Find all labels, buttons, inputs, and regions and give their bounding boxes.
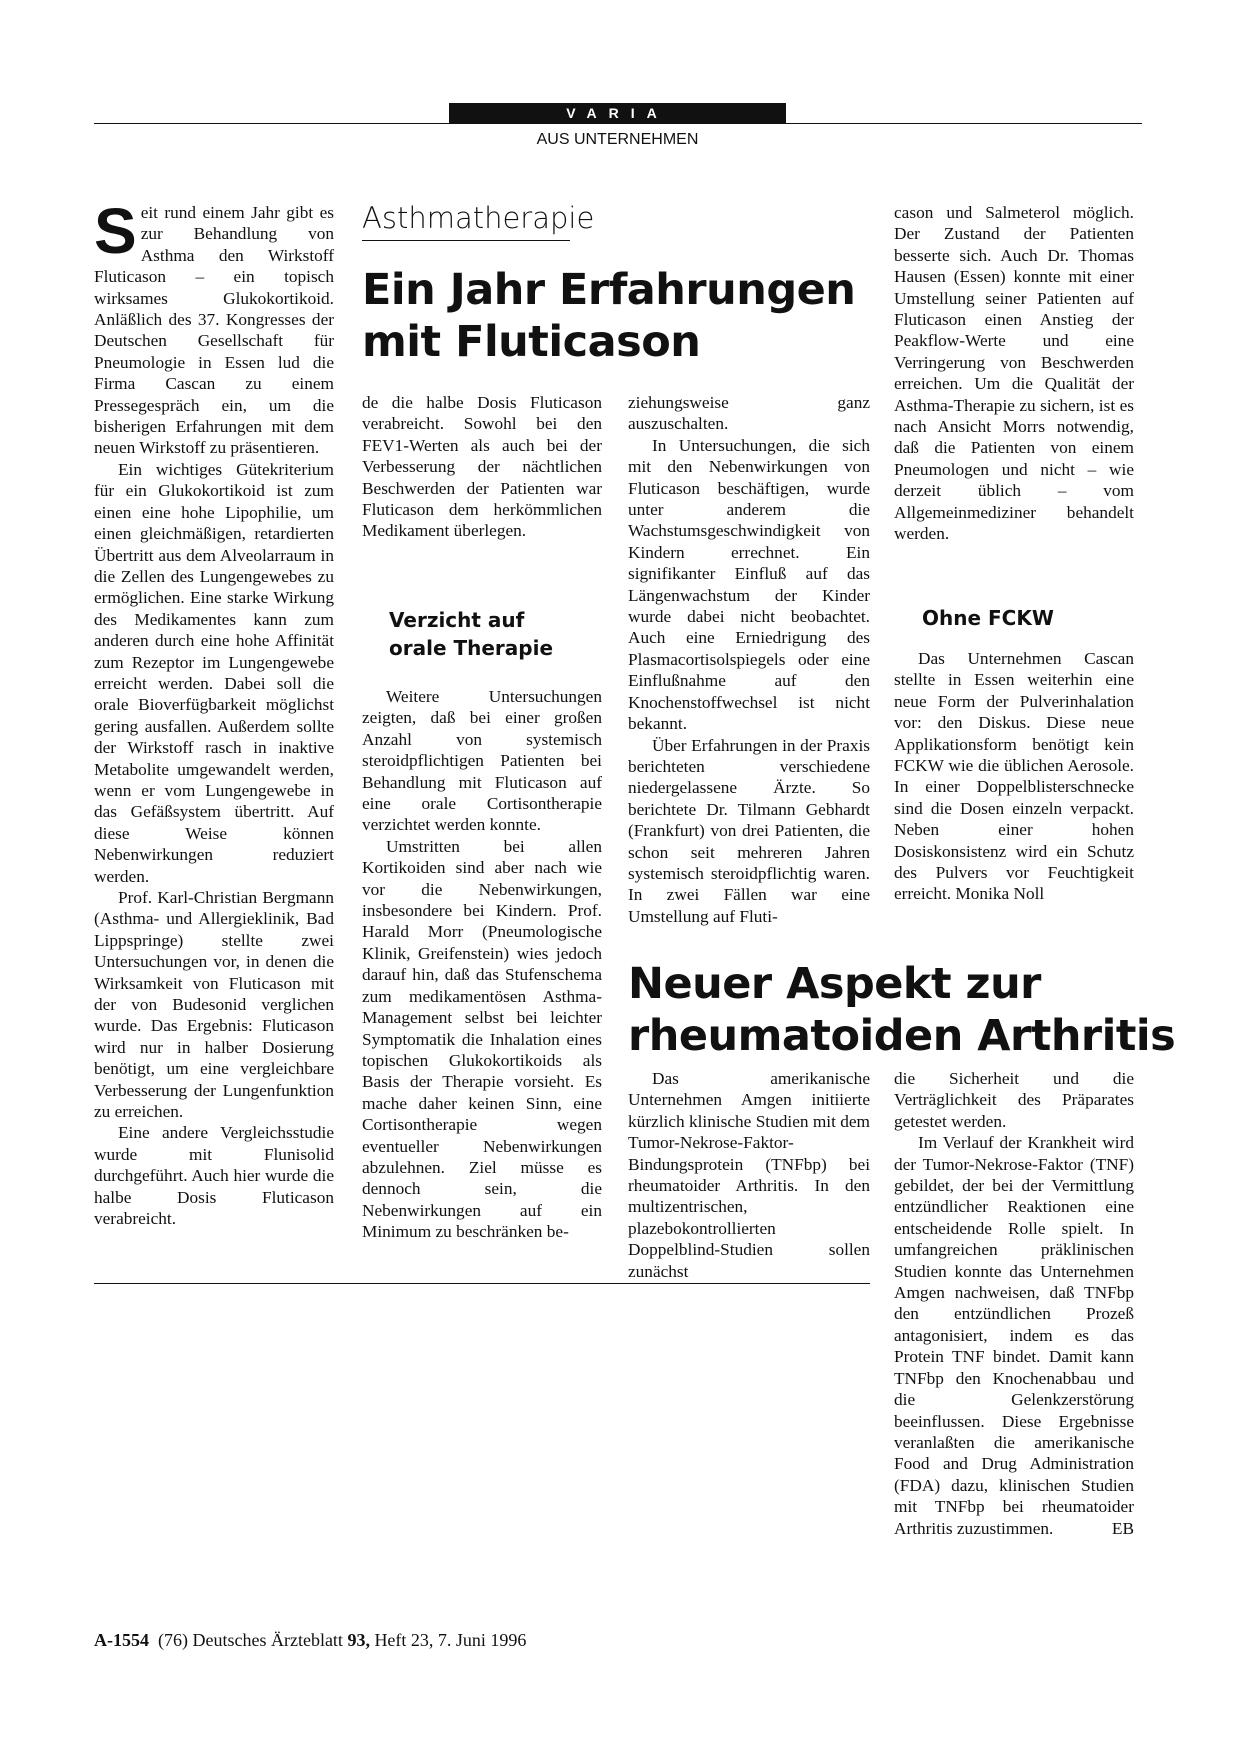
headline-line-1: Neuer Aspekt zur	[628, 959, 1041, 1009]
article1-column-2b	[362, 686, 602, 1243]
paragraph: ziehungsweise ganz auszuschalten.	[628, 393, 870, 434]
footer-issue: Heft 23, 7. Juni 1996	[374, 1630, 527, 1650]
paragraph: Ein wichtiges Gütekriterium für ein Glukokortikoid ist zum einen eine hohe Lipophilie, um einen gleichmäßigen, retardierten Übertritt aus dem Alveolarraum in die Zellen des Lungengewebes zu ermöglichen. Eine starke Wirkung des Medikamentes kann zum anderen durch eine hohe Affinität zum Rezeptor im Lungengewebe erreicht werden. Dabei soll die orale Bioverfügbarkeit möglichst gering ausfallen. Außerdem sollte der Wirkstoff rasch in inaktive Metabolite umgewandelt werden, wenn er vom Lungengewebe in das Gefäßsystem übertritt. Auf diese Weise können Nebenwirkungen reduziert werden.	[94, 459, 334, 886]
article1-column-2a	[362, 392, 602, 542]
paragraph: Weitere Untersuchungen zeigten, daß bei einer großen Anzahl von systemisch steroidpflichtigen Patienten bei Behandlung mit Fluticason auf eine orale Cortisontherapie verzichtet werden konnte.	[362, 687, 602, 835]
lead-paragraph: Seit rund einem Jahr gibt es zur Behandlung von Asthma den Wirkstoff Fluticason – ein topisch wirksames Glukokortikoid. Anläßlich des 37. Kongresses der Deutschen Gesellschaft für Pneumologie in Essen lud die Firma Cascan zu einem Pressegespräch ein, um die bisherigen Erfahrungen mit dem neuen Wirkstoff zu präsentieren.	[94, 195, 334, 458]
author-signature: EB	[1111, 1518, 1134, 1538]
author-signature: Monika Noll	[955, 884, 1045, 904]
headline-line-2: mit Fluticason	[362, 317, 701, 367]
header-rule	[94, 123, 1142, 124]
subheading-ohne-fckw: Ohne FCKW	[922, 606, 1054, 630]
paragraph: Über Erfahrungen in der Praxis berichteten verschiedene niedergelassene Ärzte. So berichtete Dr. Tilmann Gebhardt (Frankfurt) von drei Patienten, die schon seit mehreren Jahren systemisch steroidpflichtig waren. In zwei Fällen war eine Umstellung auf Fluti-	[628, 735, 870, 926]
article-headline	[362, 264, 855, 368]
article1-column-3	[628, 392, 870, 927]
footer-volume: 93,	[347, 1630, 370, 1650]
page-number: A-1554	[94, 1630, 149, 1650]
article1-column-4b	[894, 648, 1134, 905]
article2-column-2	[894, 1068, 1134, 1539]
kicker-underline	[362, 240, 570, 241]
drop-cap: S	[94, 195, 137, 267]
headline-line-1: Ein Jahr Erfahrungen	[362, 265, 856, 315]
subsection-label: AUS UNTERNEHMEN	[536, 131, 699, 148]
paragraph: cason und Salmeterol möglich. Der Zustand der Patienten besserte sich. Auch Dr. Thomas Hausen (Essen) konnte mit einer Umstellung seiner Patienten auf Fluticason einen Anstieg der Peakflow-Werte und eine Verringerung von Beschwerden erreichen. Um die Qualität der Asthma-Therapie zu sichern, ist es nach Ansicht Morrs notwendig, daß die Patienten von einem Pneumologen und nicht – wie derzeit üblich – vom Allgemeinmediziner behandelt werden.	[894, 203, 1134, 544]
page-footer	[94, 1629, 526, 1651]
paragraph: Das amerikanische Unternehmen Amgen initiierte kürzlich klinische Studien mit dem Tumor-Nekrose-Faktor-Bindungsprotein (TNFbp) bei rheumatoider Arthritis. In den multizentrischen, plazebokontrollierten Doppelblind-Studien sollen zunächst	[628, 1069, 870, 1281]
article2-headline	[628, 958, 1175, 1062]
article1-column-1	[94, 195, 334, 1230]
article2-column-1	[628, 1068, 870, 1282]
article-kicker: Asthmatherapie	[362, 201, 595, 235]
paragraph: Eine andere Vergleichsstudie wurde mit Flunisolid durchgeführt. Auch hier wurde die halbe Dosis Fluticason verabreicht.	[94, 1123, 334, 1229]
paragraph: Im Verlauf der Krankheit wird der Tumor-Nekrose-Faktor (TNF) gebildet, der bei der Vermittlung entzündlicher Reaktionen eine entscheidende Rolle spielt. In umfangreichen präklinischen Studien konnte das Unternehmen Amgen nachweisen, daß TNFbp den entzündlichen Prozeß antagonisiert, indem es das Protein TNF bindet. Damit kann TNFbp den Knochenabbau und die Gelenkzerstörung beeinflussen. Diese Ergebnisse veranlaßten die amerikanische Food and Drug Administration (FDA) dazu, klinischen Studien mit TNFbp bei rheumatoider Arthritis zuzustimmen. EB	[894, 1133, 1134, 1538]
headline-line-2: rheumatoiden Arthritis	[628, 1011, 1176, 1061]
paragraph: die Sicherheit und die Verträglichkeit des Präparates getestet werden.	[894, 1069, 1134, 1131]
section-label: VARIA	[449, 103, 786, 123]
paragraph: de die halbe Dosis Fluticason verabreicht. Sowohl bei den FEV1-Werten als auch bei der Verbesserung der nächtlichen Beschwerden der Patienten war Fluticason dem herkömmlichen Medikament überlegen.	[362, 393, 602, 541]
paragraph: In Untersuchungen, die sich mit den Nebenwirkungen von Fluticason beschäftigen, wurde unter anderem die Wachstumsgeschwindigkeit von Kindern errechnet. Ein signifikanter Einfluß auf das Längenwachstum der Kinder wurde dabei nicht beobachtet. Auch eine Erniedrigung des Plasmacortisolspiegels oder eine Einflußnahme auf den Knochenstoffwechsel ist nicht bekannt.	[628, 435, 870, 734]
article1-column-4a	[894, 202, 1134, 545]
article-divider	[94, 1283, 870, 1284]
paragraph: Prof. Karl-Christian Bergmann (Asthma- und Allergieklinik, Bad Lippspringe) stellte zwei Untersuchungen vor, in denen die Wirksamkeit von Fluticason mit der von Budesonid verglichen wurde. Das Ergebnis: Fluticason wird nur in halber Dosierung benötigt, um eine vergleichbare Verbesserung der Lungenfunktion zu erreichen.	[94, 888, 334, 1122]
paragraph: Das Unternehmen Cascan stellte in Essen weiterhin eine neue Form der Pulverinhalation vor: den Diskus. Diese neue Applikationsform benötigt kein FCKW wie die üblichen Aerosole. In einer Doppelblisterschnecke sind die Dosen einzeln verpackt. Neben einer hohen Dosiskonsistenz wird ein Schutz des Pulvers vor Feuchtigkeit erreicht. Monika Noll	[894, 649, 1134, 904]
paragraph: Umstritten bei allen Kortikoiden sind aber nach wie vor die Nebenwirkungen, insbesondere bei Kindern. Prof. Harald Morr (Pneumologische Klinik, Greifenstein) wies jedoch darauf hin, daß das Stufenschema zum medikamentösen Asthma-Management selbst bei leichter Symptomatik die Inhalation eines topischen Glukokortikoids als Basis der Therapie vorsieht. Es mache daher keinen Sinn, eine Cortisontherapie wegen eventueller Nebenwirkungen abzulehnen. Ziel müsse es dennoch sein, die Nebenwirkungen auf ein Minimum zu beschränken be-	[362, 836, 602, 1242]
footer-journal: (76) Deutsches Ärzteblatt	[158, 1630, 343, 1650]
subheading-verzicht: Verzicht auf orale Therapie	[389, 608, 554, 660]
